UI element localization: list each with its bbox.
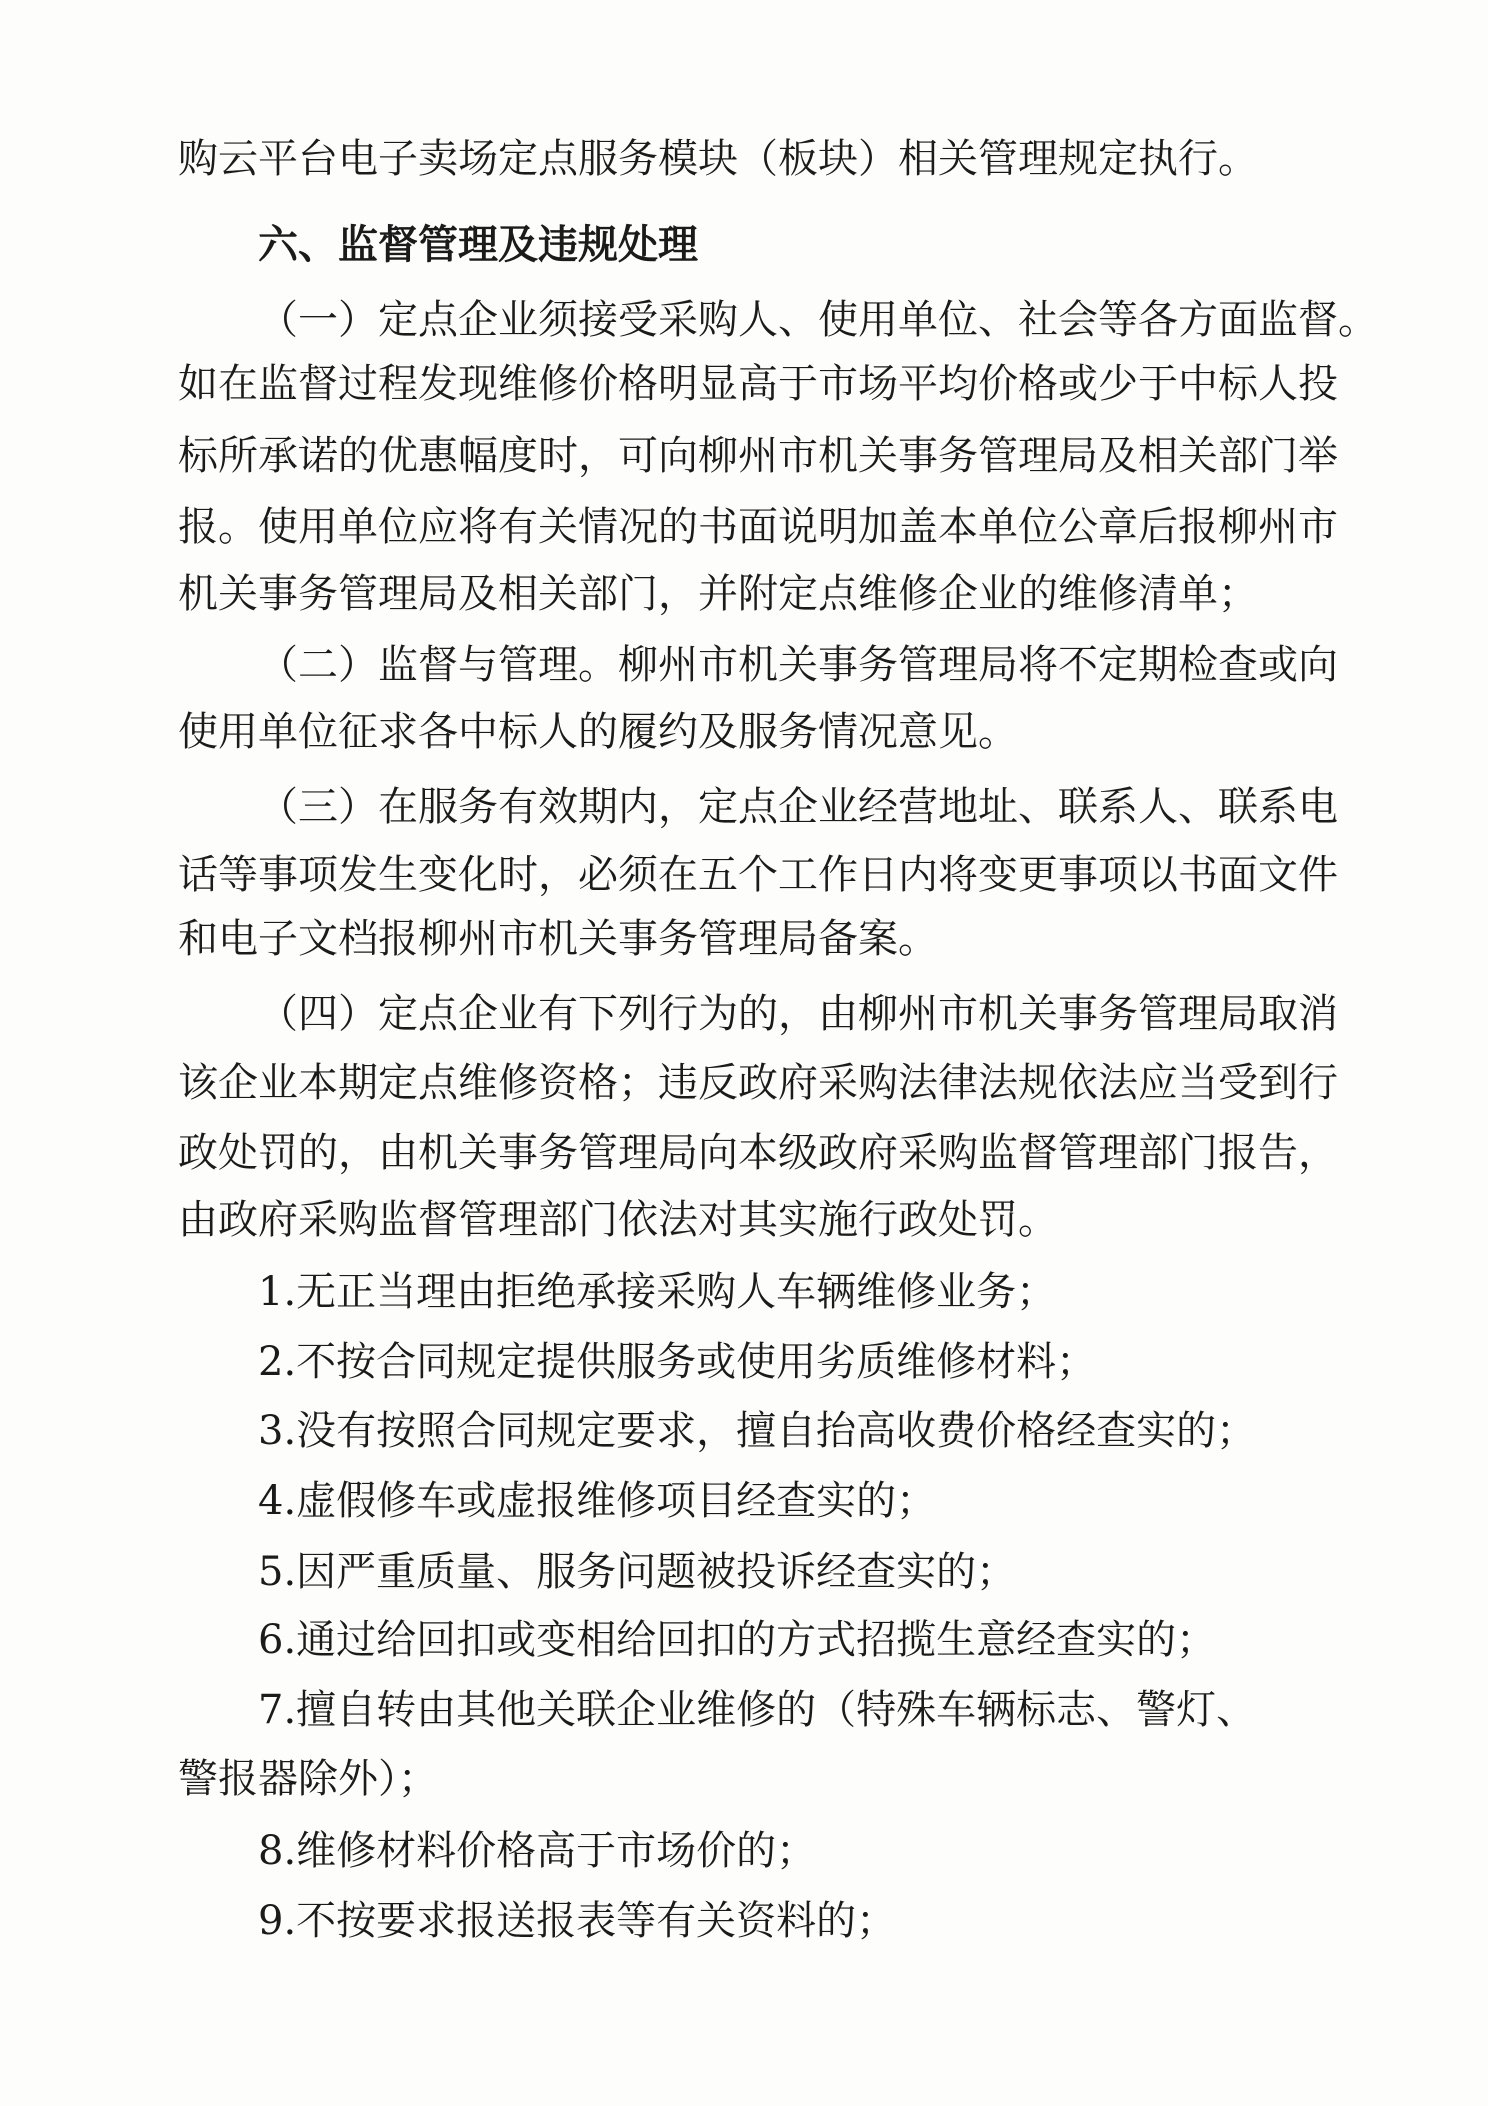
list-item: 5.因严重质量、服务问题被投诉经查实的；	[258, 1549, 1017, 1595]
text-line: 政处罚的，由机关事务管理局向本级政府采购监督管理部门报告，	[178, 1130, 1338, 1176]
list-item: 2.不按合同规定提供服务或使用劣质维修材料；	[258, 1339, 1097, 1385]
list-item-continuation: 警报器除外）；	[178, 1756, 438, 1802]
list-item: 8.维修材料价格高于市场价的；	[258, 1828, 817, 1874]
list-item: 7.擅自转由其他关联企业维修的（特殊车辆标志、警灯、	[258, 1687, 1257, 1733]
text-line: 报。使用单位应将有关情况的书面说明加盖本单位公章后报柳州市	[178, 504, 1338, 550]
text-line: 由政府采购监督管理部门依法对其实施行政处罚。	[178, 1197, 1058, 1243]
text-line: 该企业本期定点维修资格；违反政府采购法律法规依法应当受到行	[178, 1060, 1338, 1106]
text-line: （一）定点企业须接受采购人、使用单位、社会等各方面监督。	[258, 297, 1378, 343]
text-line: 话等事项发生变化时，必须在五个工作日内将变更事项以书面文件	[178, 852, 1338, 898]
text-line: 如在监督过程发现维修价格明显高于市场平均价格或少于中标人投	[178, 361, 1338, 407]
list-item: 3.没有按照合同规定要求，擅自抬高收费价格经查实的；	[258, 1408, 1257, 1454]
list-item: 4.虚假修车或虚报维修项目经查实的；	[258, 1478, 937, 1524]
list-item: 1.无正当理由拒绝承接采购人车辆维修业务；	[258, 1269, 1057, 1315]
text-line: （二）监督与管理。柳州市机关事务管理局将不定期检查或向	[258, 642, 1338, 688]
text-line: 购云平台电子卖场定点服务模块（板块）相关管理规定执行。	[178, 136, 1258, 182]
section-heading: 六、监督管理及违规处理	[258, 222, 698, 268]
text-line: （四）定点企业有下列行为的，由柳州市机关事务管理局取消	[258, 991, 1338, 1037]
text-line: 和电子文档报柳州市机关事务管理局备案。	[178, 916, 938, 962]
list-item: 9.不按要求报送报表等有关资料的；	[258, 1898, 897, 1944]
text-line: 标所承诺的优惠幅度时，可向柳州市机关事务管理局及相关部门举	[178, 433, 1338, 479]
text-line: 机关事务管理局及相关部门，并附定点维修企业的维修清单；	[178, 571, 1258, 617]
text-line: 使用单位征求各中标人的履约及服务情况意见。	[178, 709, 1018, 755]
text-line: （三）在服务有效期内，定点企业经营地址、联系人、联系电	[258, 784, 1338, 830]
list-item: 6.通过给回扣或变相给回扣的方式招揽生意经查实的；	[258, 1617, 1217, 1663]
